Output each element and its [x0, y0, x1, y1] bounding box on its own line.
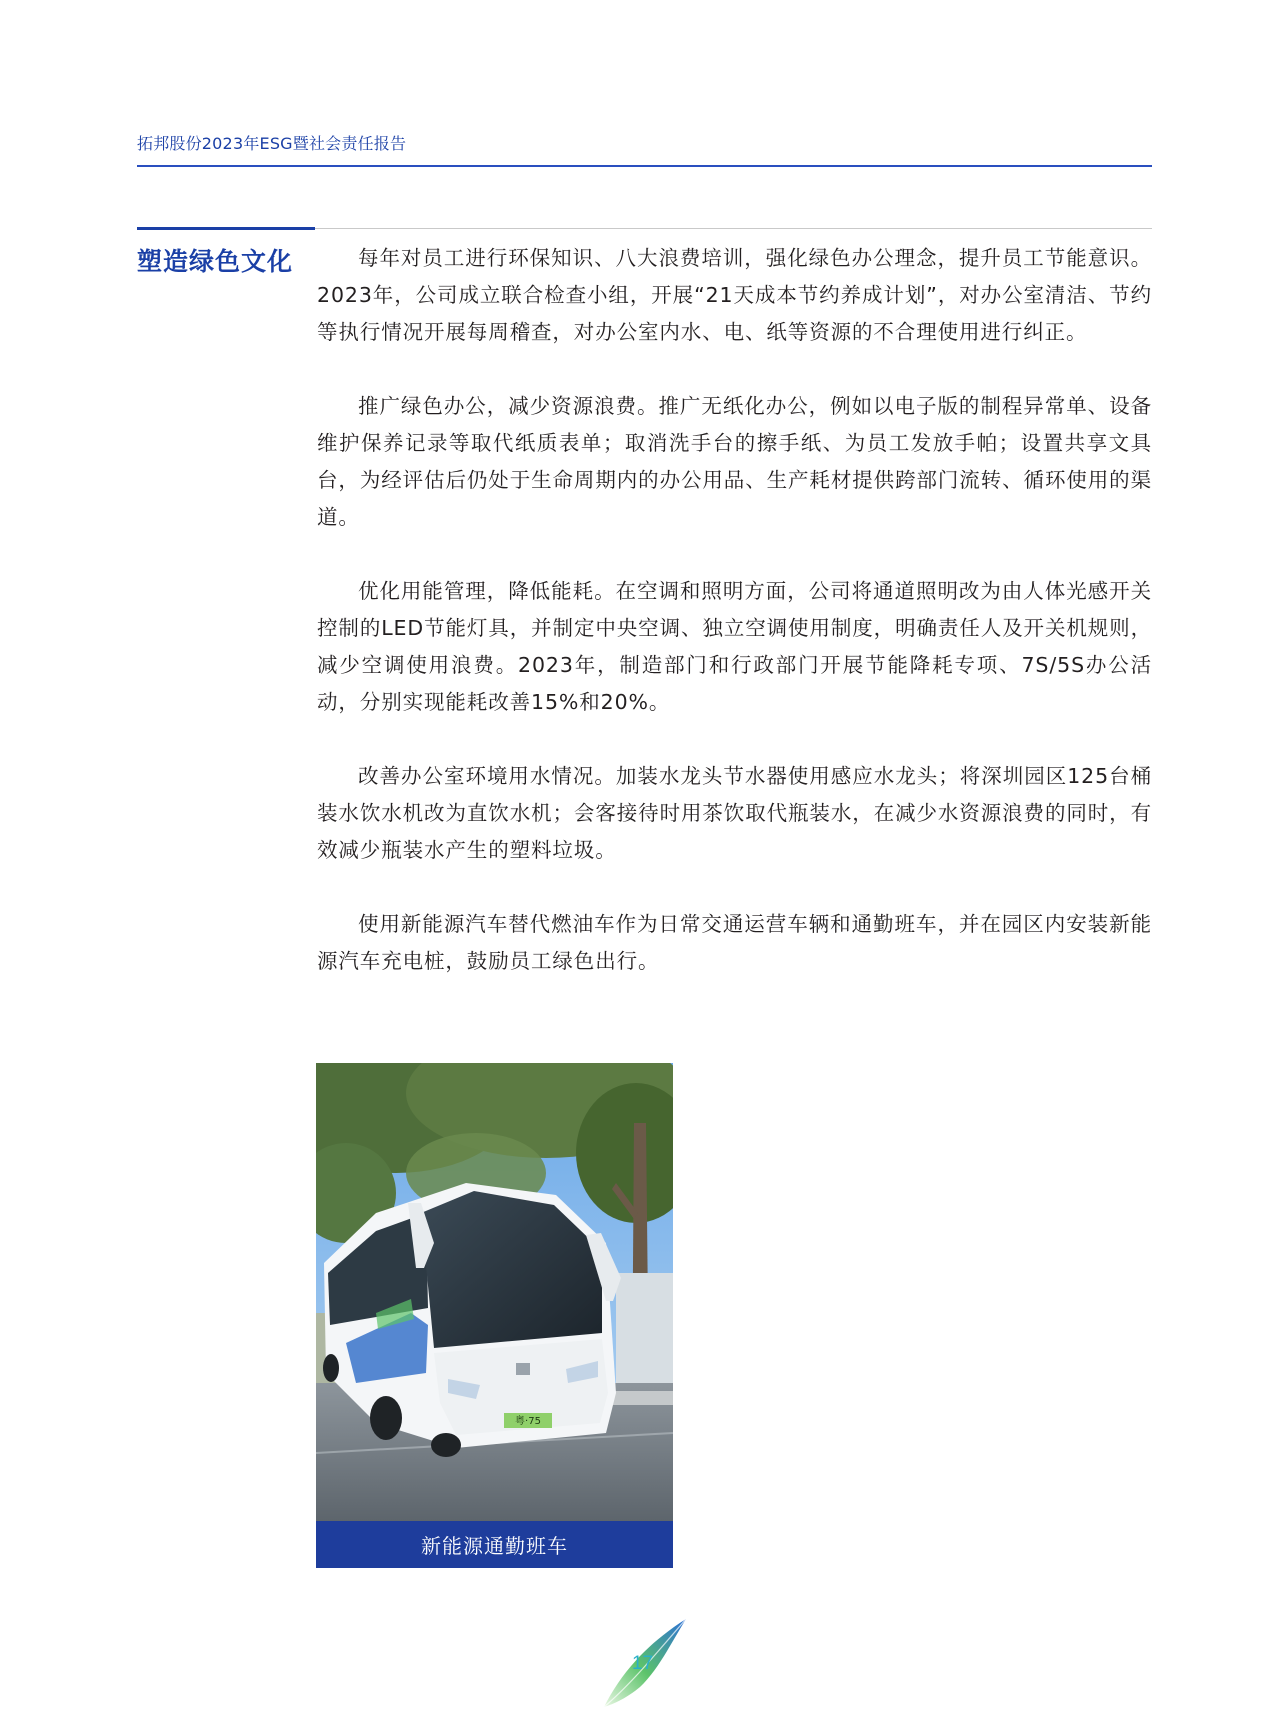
paragraph-energy-management: 优化用能管理，降低能耗。在空调和照明方面，公司将通道照明改为由人体光感开关控制的LED节能灯具，并制定中央空调、独立空调使用制度，明确责任人及开关机规则，减少空调使用浪费。2023年，制造部门和行政部门开展节能降耗专项、7S/5S办公活动，分别实现能耗改善15%和20%。 — [317, 579, 1152, 714]
figure-caption-bar — [316, 1521, 673, 1568]
section-title: 塑造绿色文化 — [137, 247, 294, 276]
shuttle-bus-figure — [316, 1063, 673, 1568]
report-header-title: 拓邦股份2023年ESG暨社会责任报告 — [137, 134, 407, 153]
license-plate: 粤·75 — [515, 1416, 541, 1427]
section-divider-accent — [137, 227, 315, 230]
paragraph-water-usage: 改善办公室环境用水情况。加装水龙头节水器使用感应水龙头；将深圳园区125台桶装水饮水机改为直饮水机；会客接待时用茶饮取代瓶装水，在减少水资源浪费的同时，有效减少瓶装水产生的塑料垃圾。 — [317, 764, 1152, 862]
header-divider — [137, 165, 1152, 167]
paragraph-new-energy-vehicles: 使用新能源汽车替代燃油车作为日常交通运营车辆和通勤班车，并在园区内安装新能源汽车充电桩，鼓励员工绿色出行。 — [317, 912, 1152, 973]
page-number-badge — [600, 1615, 690, 1710]
figure-caption: 新能源通勤班车 — [421, 1534, 568, 1558]
shuttle-bus-photo — [316, 1063, 673, 1521]
paragraph-green-training: 每年对员工进行环保知识、八大浪费培训，强化绿色办公理念，提升员工节能意识。2023年，公司成立联合检查小组，开展“21天成本节约养成计划”，对办公室清洁、节约等执行情况开展每周稽查，对办公室内水、电、纸等资源的不合理使用进行纠正。 — [317, 246, 1152, 344]
page-number: 17 — [632, 1653, 654, 1674]
section-body — [317, 240, 1152, 1017]
paragraph-green-office: 推广绿色办公，减少资源浪费。推广无纸化办公，例如以电子版的制程异常单、设备维护保养记录等取代纸质表单；取消洗手台的擦手纸、为员工发放手帕；设置共享文具台，为经评估后仍处于生命周期内的办公用品、生产耗材提供跨部门流转、循环使用的渠道。 — [317, 394, 1152, 529]
